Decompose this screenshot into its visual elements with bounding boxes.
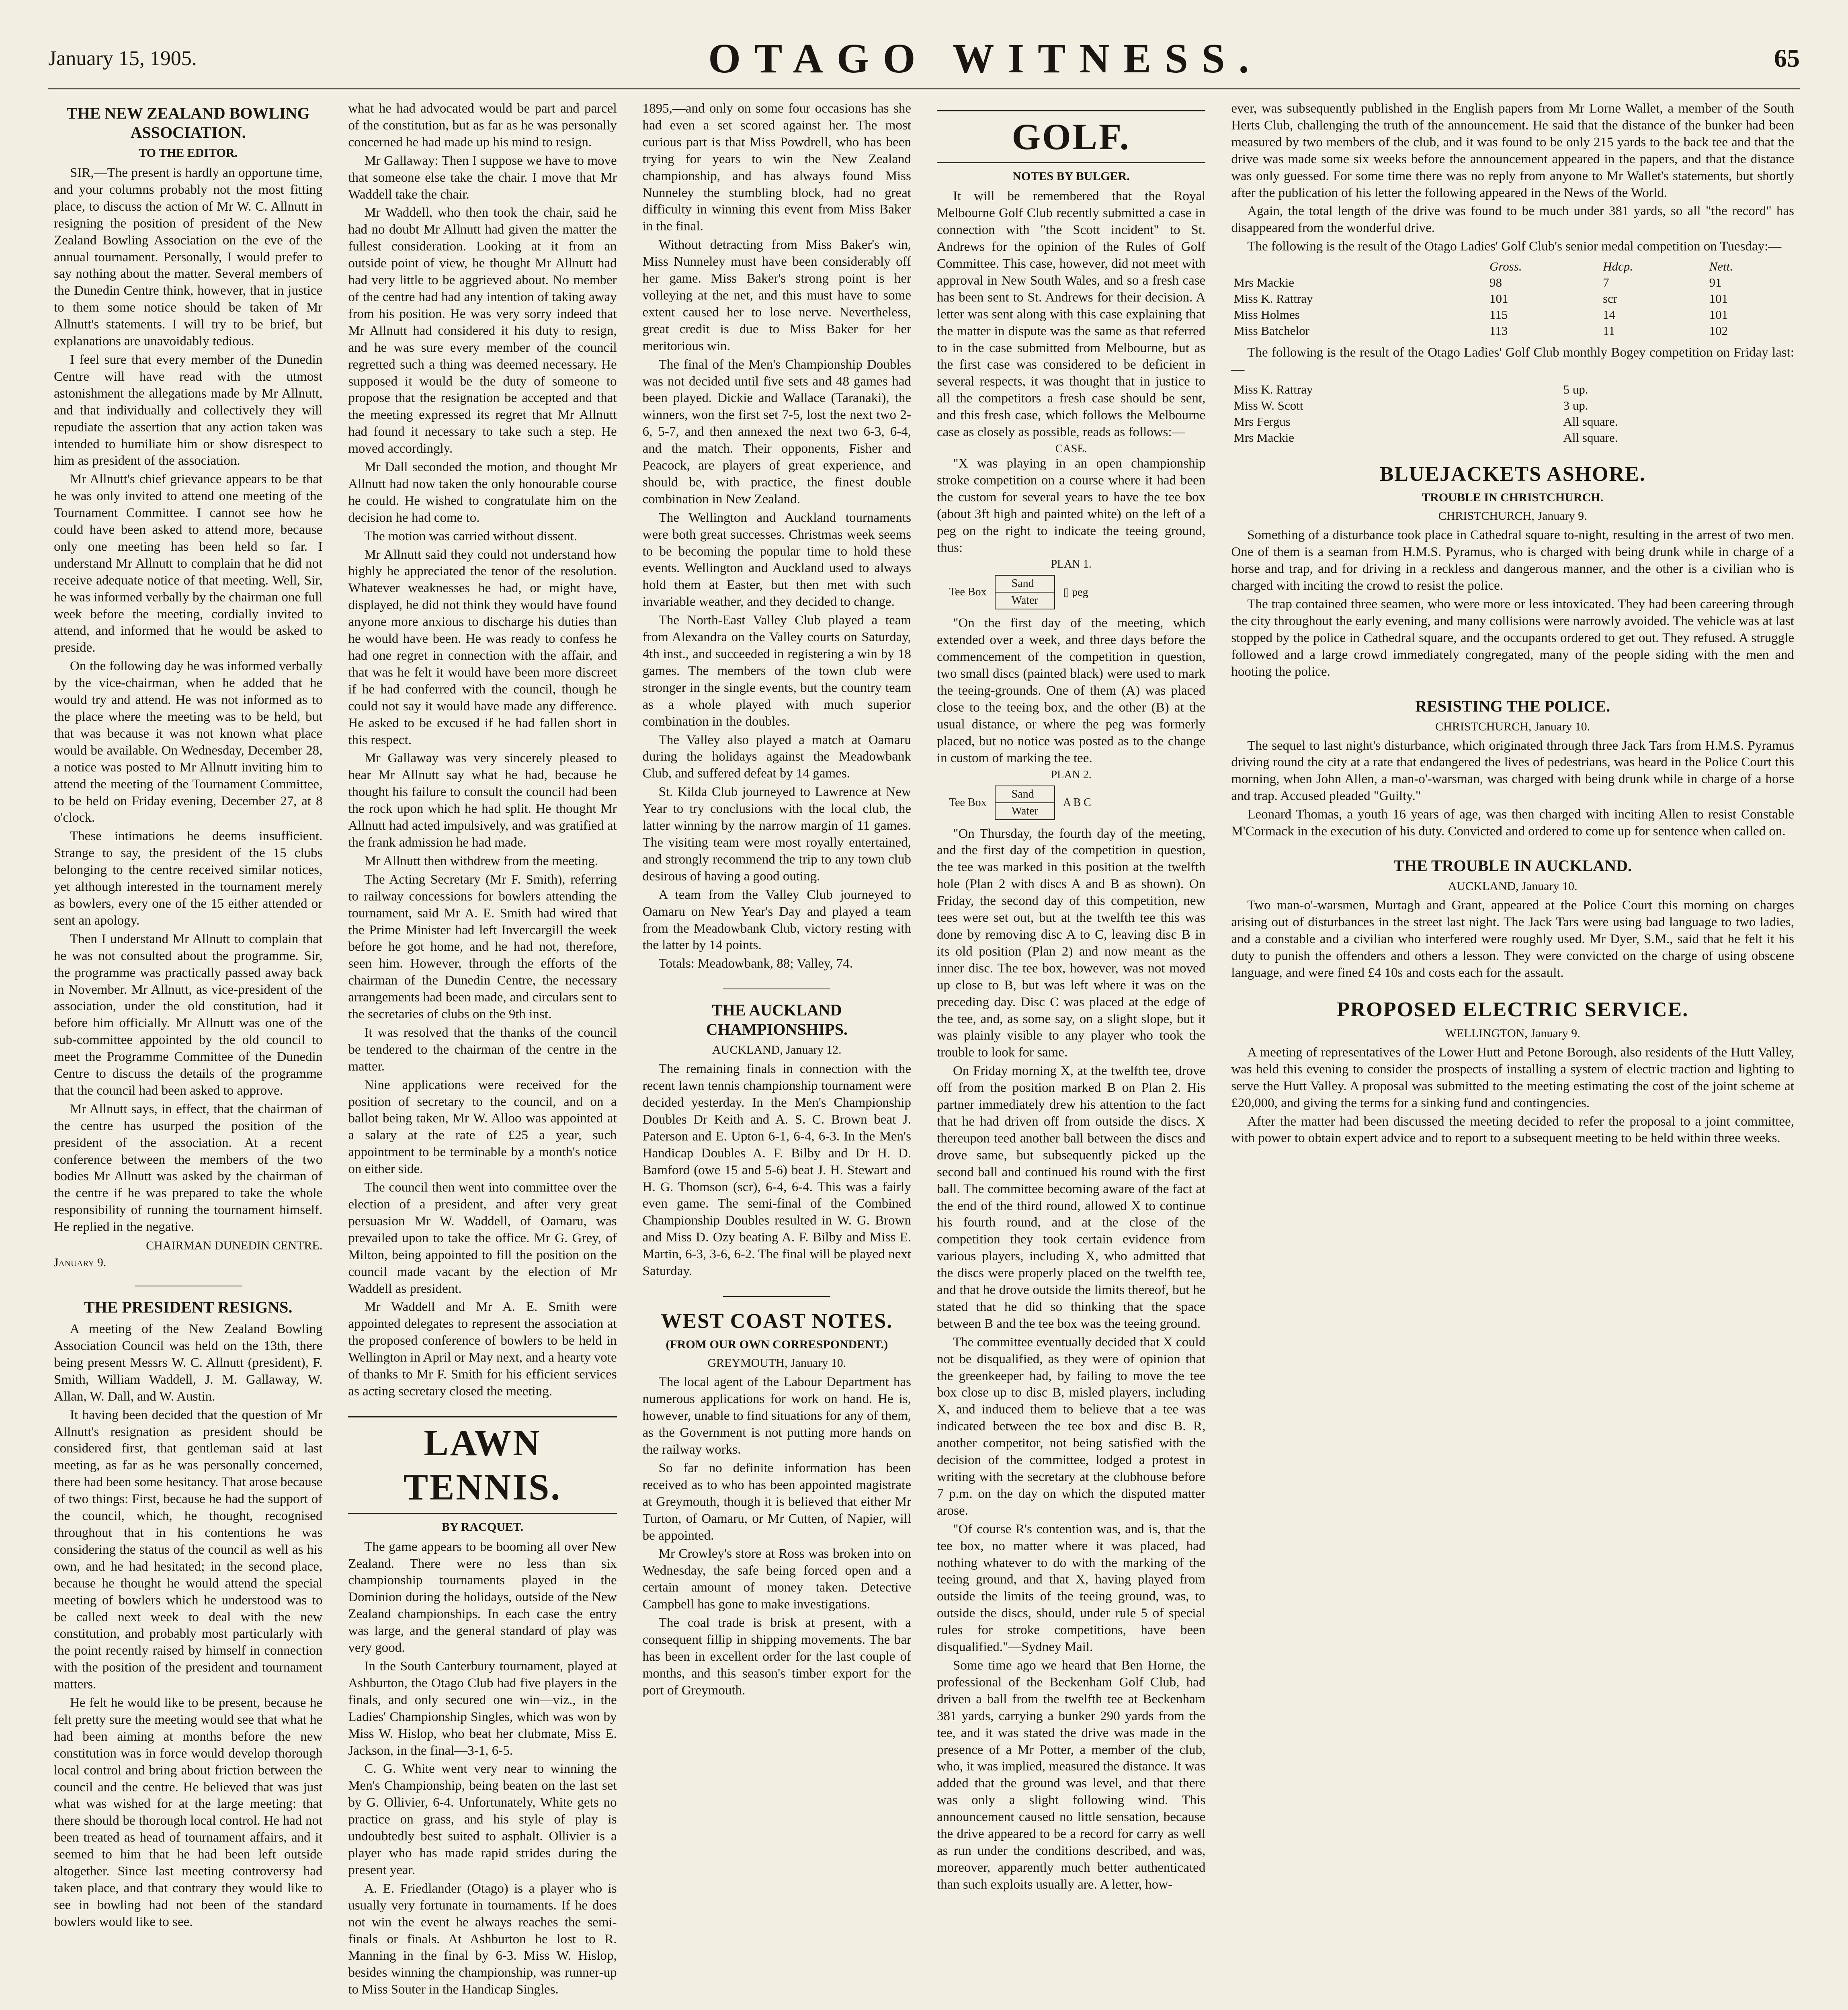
paragraph: It will be remembered that the Royal Melbourne Golf Club recently submitted a case in connection with "the Scott incident" to St. Andrews for the opinion of the Rules of Golf Committee. This case, however, did not meet with approval in New South Wales, and so a fresh case has been sent to St. Andrews for their decision. A letter was sent along with this case explaining that the matter in dispute was the same as that referred to in the case submitted from Melbourne, but as the first case was considered to be deficient in several respects, it was thought that in justice to all the competitors a fresh case should be sent, and this fresh case, which follows the Melbourne case as closely as possible, reads as follows:—: [936, 189, 1206, 440]
article-body: [1231, 100, 1794, 446]
paragraph: what he had advocated would be part and parcel of the constitution, but as far as he was personally concerned he had made up his mind to resign.: [348, 101, 617, 150]
peg-marker: ▯ peg: [1063, 586, 1088, 599]
paragraph: After the matter had been discussed the meeting decided to refer the proposal to a joint committee, with power to obtain expert advice and to report to a subsequent meeting to be held within three weeks.: [1231, 1114, 1794, 1146]
paragraph: So far no definite information has been received as to who has been appointed magistrate at Greymouth, though it is believed that either Mr Turton, of Oamaru, or Mr Cutten, of Napier, will be appointed.: [642, 1460, 911, 1543]
column-1: [48, 100, 328, 2010]
column-header: Gross.: [1489, 259, 1522, 274]
paragraph: SIR,—The present is hardly an opportune time, and your columns probably not the most fitting place, to discuss the action of Mr W. C. Allnutt in resigning the position of president of the New Zealand Bowling Association on the eve of the annual tournament. Personally, I would prefer to say nothing about the matter. Several members of the Dunedin Centre think, however, that in justice to them some notice should be taken of Mr Allnutt's statements. I will try to be brief, but explanations are unavoidably tedious.: [54, 166, 323, 349]
peg-label: peg: [1072, 586, 1088, 599]
page-number: 65: [1774, 44, 1800, 72]
paragraph: The council then went into committee over the election of a president, and after very great persuasion Mr W. Waddell, of Oamaru, was prevailed upon to take the office. Mr G. Grey, of Milton, being appointed to fill the position on the council made vacant by the election of Mr Waddell as president.: [348, 1180, 617, 1296]
article-trouble-auckland: [1231, 856, 1794, 982]
letter-signature: CHAIRMAN DUNEDIN CENTRE.: [146, 1239, 323, 1253]
paragraph: The local agent of the Labour Department has numerous applications for work on hand. He is, however, unable to find situations for any of them, as the Government is not putting more hands on the railway works.: [642, 1375, 911, 1457]
dateline: CHRISTCHURCH, January 9.: [1438, 509, 1587, 523]
column-3: [637, 100, 917, 2010]
paragraph: The committee eventually decided that X could not be disqualified, as they were of opinion that the greenkeeper had, by failing to move the tee box close up to disc B, misled players, including X, and induced them to believe that a tee was indicated between the tee box and disc B. R, another competitor, not being satisfied with the decision of the committee, lodged a protest in writing with the secretary at the clubhouse before 7 p.m. on the day on which the disputed matter arose.: [936, 1335, 1206, 1518]
dateline: CHRISTCHURCH, January 10.: [1435, 720, 1590, 733]
article-president-resigns-continued: [348, 100, 617, 1400]
bogey-result: All square.: [1563, 414, 1618, 429]
handicap: 11: [1603, 324, 1615, 338]
paragraph: Then I understand Mr Allnutt to complain that he was not consulted about the programme. Sir, the programme was practically passed away back in November. Mr Allnutt, as vice-president of the association, under the old constitution, had it before him officially. Mr Allnutt was one of the sub-committee appointed by the old council to meet the Programme Committee of the Dunedin Centre to discuss the details of the programme that the council had been asked to approve.: [54, 931, 323, 1098]
sand-label: Sand: [996, 576, 1054, 593]
paragraph: The sequel to last night's disturbance, which originated through three Jack Tars from H.M.S. Pyramus driving round the city at a rate that endangered the lives of pedestrians, was heard in the Police Court this morning, when John Allen, a man-o'-warsman, was charged with being drunk while in charge of a horse and trap. Accused pleaded "Guilty.": [1231, 738, 1794, 804]
paragraph: "On the first day of the meeting, which extended over a week, and three days before the commencement of the competition in question, two small discs (painted black) were used to mark the teeing-grounds. One of them (A) was placed close to the teeing box, and the other (B) at the usual distance, or where the peg was formerly placed, but no notice was posted as to the change in custom of marking the tee.: [936, 616, 1206, 765]
paragraph: The following is the result of the Otago Ladies' Golf Club monthly Bogey competition on Friday last:—: [1231, 345, 1794, 377]
article-headline: THE NEW ZEALAND BOWLING ASSOCIATION.: [66, 104, 310, 142]
newspaper-title: OTAGO WITNESS.: [708, 35, 1263, 82]
gross-score: 115: [1489, 308, 1508, 322]
handicap: 7: [1603, 275, 1609, 290]
nett-score: 101: [1709, 291, 1728, 306]
article-bowling-association: [54, 104, 322, 1270]
paragraph: In the South Canterbury tournament, played at Ashburton, the Otago Club had five players in the finals, and only secured one win—viz., in the Ladies' Championship Singles, which was won by Miss W. Hislop, who beat her clubmate, Miss E. Jackson, in the final—3-1, 6-5.: [348, 1659, 617, 1758]
bogey-results-table: [1231, 381, 1794, 446]
article-body: [937, 188, 1205, 1893]
issue-date: January 15, 1905.: [48, 47, 197, 70]
nett-score: 101: [1709, 308, 1728, 322]
paragraph: A meeting of representatives of the Lower Hutt and Petone Borough, also residents of the Hutt Valley, was held this evening to consider the prospects of installing a system of electric traction and lighting to serve the Hutt Valley. A proposal was submitted to the meeting estimating the cost of the joint scheme at £20,000, and giving the terms for a sinking fund and contingencies.: [1231, 1045, 1794, 1110]
dateline: AUCKLAND, January 12.: [712, 1043, 842, 1057]
player-name: Miss K. Rattray: [1233, 382, 1313, 396]
column-header: Hdcp.: [1603, 259, 1633, 274]
disc-labels: A B C: [1063, 796, 1091, 809]
paragraph: Nine applications were received for the position of secretary to the council, and on a ballot being taken, Mr W. Alloo was appointed at a salary at the rate of £25 a year, such appointment to be terminable by a month's notice on either side.: [348, 1077, 617, 1177]
paragraph: Mr Dall seconded the motion, and thought Mr Allnutt had now taken the only honourable course he could. He wished to congratulate him on the decision he had come to.: [348, 460, 617, 525]
article-electric-service: [1231, 997, 1794, 1147]
paragraph: Mr Allnutt said they could not understand how highly he appreciated the tenor of the resolution. Whatever weaknesses he had, or might have, displayed, he did not think they would have found anyone more anxious to discharge his duties than he would have been. He was ready to confess he had one regret in connection with the affair, and that was he felt it would have been more discreet if he had conferred with the council, though he could not say it would have made any difference. He asked to be excused if he had fallen short in this respect.: [348, 547, 617, 747]
article-headline: BLUEJACKETS ASHORE.: [1379, 462, 1646, 486]
paragraph: St. Kilda Club journeyed to Lawrence at New Year to try conclusions with the local club, the latter winning by the narrow margin of 11 games. The visiting team were most royally entertained, and strongly recommend the trip to any town club desirous of having a good outing.: [642, 785, 911, 884]
article-body: [643, 1374, 911, 1699]
paragraph: Mr Gallaway: Then I suppose we have to move that someone else take the chair. I move that Mr Waddell take the chair.: [348, 153, 617, 202]
article-headline: THE AUCKLAND CHAMPIONSHIPS.: [706, 1001, 848, 1039]
tee-box-label: Tee Box: [949, 586, 987, 599]
article-headline: THE TROUBLE IN AUCKLAND.: [1393, 856, 1632, 875]
section-headline-lawn-tennis: LAWN TENNIS.: [348, 1416, 617, 1514]
paragraph: Mr Allnutt says, in effect, that the chairman of the centre has usurped the position of the president of the association. At a recent conference between the members of the two bodies Mr Allnutt was asked by the chairman of the centre if he was prepared to take the whole responsibility of running the tournament himself. He replied in the negative.: [54, 1101, 323, 1235]
paragraph: These intimations he deems insufficient. Strange to say, the president of the 15 clubs belonging to the centre received similar notices, yet although interested in the tournament merely as bowlers, every one of the 15 either attended or sent an apology.: [54, 829, 323, 928]
player-name: Mrs Mackie: [1233, 275, 1294, 290]
article-golf: [937, 110, 1205, 1893]
article-subhead: TROUBLE IN CHRISTCHURCH.: [1422, 491, 1604, 505]
article-resisting-police: [1231, 697, 1794, 840]
article-subhead: NOTES BY BULGER.: [1012, 170, 1130, 183]
plan-2-label: PLAN 2.: [1051, 768, 1092, 781]
player-name: Mrs Fergus: [1233, 414, 1291, 429]
masthead: [48, 28, 1800, 90]
player-name: Miss Holmes: [1233, 308, 1300, 322]
gross-score: 113: [1489, 324, 1508, 338]
paragraph: The Valley also played a match at Oamaru during the holidays against the Meadowbank Club, and suffered defeat by 14 games.: [642, 732, 911, 781]
paragraph: Again, the total length of the drive was found to be much under 381 yards, so all "the record" has disappeared from the wonderful drive.: [1231, 204, 1794, 236]
paragraph: Two man-o'-warsmen, Murtagh and Grant, appeared at the Police Court this morning on charges arising out of disturbances in the street last night. The Jack Tars were using bad language to two ladies, and a constable and a civilian who interfered were roughly used. Mr Dyer, S.M., said that he felt it his duty to punish the offenders and others a lesson. They were convicted on the charge of using obscene language, and were fined £4 10s and costs each for the assault.: [1231, 898, 1794, 980]
article-body: [1231, 738, 1794, 840]
player-name: Miss K. Rattray: [1233, 291, 1313, 306]
player-name: Mrs Mackie: [1233, 430, 1294, 445]
article-body: [643, 1061, 911, 1280]
handicap: scr: [1603, 291, 1618, 306]
paragraph: "Of course R's contention was, and is, that the tee box, no matter where it was placed, had nothing whatever to do with the marking of the teeing ground, and that X, having played from outside the limits of the teeing ground, was, to outside the discs, should, under rule 5 of special rules for stroke competitions, have been disqualified."—Sydney Mail.: [936, 1522, 1206, 1655]
article-subhead: TO THE EDITOR.: [139, 146, 238, 160]
column-header: Nett.: [1709, 259, 1733, 274]
paragraph: Without detracting from Miss Baker's win, Miss Nunneley must have been considerably off her game. Miss Baker's strong point is her volleying at the net, and this must have to some extent caused her to lose nerve. Nevertheless, great credit is due to Miss Baker for her meritorious win.: [642, 238, 911, 353]
paragraph: The trap contained three seamen, who were more or less intoxicated. They had been careering through the city throughout the early evening, and many collisions were narrowly avoided. The vehicle was at last stopped by the police in Cathedral square, and the occupants ordered to get out. They refused. A struggle followed and a large crowd immediately congregated, many of the people siding with the men and hooting the police.: [1231, 597, 1794, 679]
column-5: [1225, 100, 1800, 2010]
paragraph: The Wellington and Auckland tournaments were both great successes. Christmas week seems to be becoming the popular time to hold these events. Wellington and Auckland used to always hold them at Easter, but then met with such invariable weather, and they decided to change.: [642, 510, 911, 609]
match-totals: Totals: Meadowbank, 88; Valley, 74.: [658, 956, 853, 971]
medal-results-table: [1231, 258, 1794, 339]
water-label: Water: [1011, 804, 1038, 817]
paragraph: Something of a disturbance took place in Cathedral square to-night, resulting in the arrest of two men. One of them is a seaman from H.M.S. Pyramus, who is charged with being drunk while in charge of a horse and trap, and for driving in a reckless and dangerous manner, and the other is a civilian who is charged with inciting the crowd to resist the police.: [1231, 528, 1794, 593]
paragraph: Mr Gallaway was very sincerely pleased to hear Mr Allnutt say what he had, because he thought his failure to consult the council had been the rock upon which he had split. He thought Mr Allnutt had acted impulsively, and was gratified at the frank admission he had made.: [348, 751, 617, 850]
paragraph: ever, was subsequently published in the English papers from Mr Lorne Wallet, a member of the South Herts Club, challenging the truth of the announcement. He said that the distance of the bunker had been measured by two members of the club, and it was found to be only 215 yards to the back tee and that the drive was made some six weeks before the announcement appeared in the papers, and that the distance was only guessed. For some time there was no reply from anyone to Mr Wallet's statements, but shortly after the publication of his letter the following appeared in the News of the World.: [1231, 101, 1794, 200]
handicap: 14: [1603, 308, 1616, 322]
table-row: [1231, 414, 1794, 430]
article-lawn-tennis-continued: [643, 100, 911, 972]
paragraph: "X was playing in an open championship stroke competition on a course where it had been the custom for several years to have the tee box (about 3ft high and painted white) on the left of a peg on the right to indicate the teeing ground, thus:: [936, 456, 1206, 555]
gross-score: 101: [1489, 291, 1508, 306]
paragraph: It was resolved that the thanks of the council be tendered to the chairman of the centre in the matter.: [348, 1025, 617, 1074]
article-subhead: (FROM OUR OWN CORRESPONDENT.): [666, 1338, 888, 1352]
paragraph: The game appears to be booming all over New Zealand. There were no less than six championship tournaments played in the Dominion during the holidays, outside of the New Zealand championships. In each case the entry was large, and the general standard of play was very good.: [348, 1539, 617, 1655]
paragraph: Some time ago we heard that Ben Horne, the professional of the Beckenham Golf Club, had driven a ball from the twelfth tee at Beckenham 381 yards, carrying a bunker 290 yards from the tee, and it was stated the drive was made in the presence of a Mr Potter, a member of the club, who, it was implied, measured the distance. It was added that the ground was level, and that there was only a slight following wind. This announcement caused no little sensation, because the drive appeared to be a record for carry as well as run under the conditions described, and was, moreover, apparently much better authenticated than such exploits usually are. A letter, how-: [936, 1658, 1206, 1892]
paragraph: Leonard Thomas, a youth 16 years of age, was then charged with inciting Allen to resist Constable M'Cormack in the execution of his duty. Convicted and ordered to come up for sentence when called on.: [1231, 807, 1794, 839]
column-4: [931, 100, 1211, 2010]
article-body: [54, 1321, 322, 1931]
article-headline: RESISTING THE POLICE.: [1415, 697, 1610, 715]
article-headline: WEST COAST NOTES.: [661, 1310, 893, 1333]
paragraph: A. E. Friedlander (Otago) is a player who is usually very fortunate in tournaments. If he does not win the event he always reaches the semi-finals or finals. At Ashburton he lost to R. Manning in the final by 6-3. Miss W. Hislop, besides winning the championship, was runner-up to Miss Souter in the Handicap Singles.: [348, 1881, 617, 1997]
table-row: [1231, 275, 1794, 291]
article-body: [643, 100, 911, 972]
paragraph: Mr Waddell and Mr A. E. Smith were appointed delegates to represent the association at the proposed conference of bowlers to be held in Wellington in April or May next, and a hearty vote of thanks to Mr F. Smith for his efficient services as acting secretary closed the meeting.: [348, 1300, 617, 1399]
paragraph: "On Thursday, the fourth day of the meeting, and the first day of the competition in question, the tee was marked in this position at the twelfth hole (Plan 2 with discs A and B as shown). On Friday, the second day of this competition, new tees were set out, but at the twelfth tee this was done by removing disc A to C, leaving disc B in its old position (Plan 2) and now meant as the inner disc. The tee box, however, was not moved up close to B, but was left where it was on the preceding day. Disc C was placed at the edge of the tee, and, as some say, on a slight slope, but it was plainly visible to any player who took the trouble to look for same.: [936, 826, 1206, 1060]
case-label: CASE.: [1055, 442, 1087, 455]
article-bluejackets-ashore: [1231, 462, 1794, 681]
paragraph: On Friday morning X, at the twelfth tee, drove off from the position marked B on Plan 2. His partner immediately drew his attention to the fact that he had driven off from outside the discs. X thereupon teed another ball between the discs and drove same, but subsequently picked up the second ball and continued his round with the first ball. The committee becoming aware of the fact at the end of the third round, allowed X to continue his fourth round, and at the close of the competition they took certain evidence from various players, including X, who admitted that the discs were properly placed on the twelfth tee, and that he drove outside the limits thereof, but he stated that he did so thinking that the space between B and the tee box was the teeing ground.: [936, 1064, 1206, 1331]
article-body: [348, 1539, 617, 1998]
page-columns: [48, 100, 1800, 2010]
paragraph: The following is the result of the Otago Ladies' Golf Club's senior medal competition on Tuesday:—: [1247, 239, 1782, 254]
article-west-coast-notes: [643, 1309, 911, 1699]
paragraph: A meeting of the New Zealand Bowling Association Council was held on the 13th, there being present Messrs W. C. Allnutt (president), F. Smith, William Waddell, J. M. Gallaway, W. Allan, W. Dall, and W. Austin.: [54, 1322, 323, 1404]
paragraph: He felt he would like to be present, because he felt pretty sure the meeting would see that what he had been aiming at months before the new constitution was in force would develop thorough local control and bring about friction between the council and the centre. He believed that was just what was wished for at the large meeting: that there should be thorough local control. He had not been treated as head of tournament affairs, and it seemed to him that he had been left outside altogether. Since last meeting controversy had taken place, and that contrary they would like to see in bowling had not been of the standard bowlers would like to see.: [54, 1696, 323, 1929]
paragraph: On the following day he was informed verbally by the vice-chairman, when he added that he would try and attend. He was not informed as to the place where the meeting was to be held, but that was because it was not known what place would be available. On Wednesday, December 28, a notice was posted to Mr Allnutt inviting him to attend the meeting of the Tournament Committee, to be held on Friday evening, December 27, at 8 o'clock.: [54, 659, 323, 825]
paragraph: It having been decided that the question of Mr Allnutt's resignation as president should be considered first, that gentleman said at last meeting, as far as he was personally concerned, there had been some hesitancy. That arose because of two things: First, because he had the support of the council, which, he thought, recognised throughout that in his contentions he was considering the status of the council as well as his own, and he had hesitated; in the second place, because he thought he would attend the special meeting of bowlers which he understood was to be called next week to deal with the new constitution, and probably most particularly with the point recently raised by himself in connection with the position of the president and tournament matters.: [54, 1407, 323, 1692]
paragraph: I feel sure that every member of the Dunedin Centre will have read with the utmost astonishment the allegations made by Mr Allnutt, and that individually and collectively they will repudiate the assertion that any action taken was intended to humiliate him or show disrespect to him as president of the association.: [54, 352, 323, 468]
table-row: [1231, 323, 1794, 339]
paragraph: Mr Crowley's store at Ross was broken into on Wednesday, the safe being forced open and a certain amount of money taken. Detective Campbell has gone to make investigations.: [642, 1546, 911, 1612]
article-lawn-tennis: [348, 1416, 617, 1998]
article-body: [54, 165, 322, 1236]
table-row: [1231, 307, 1794, 323]
column-2: [342, 100, 622, 2010]
sand-label: Sand: [996, 786, 1054, 803]
article-headline: PROPOSED ELECTRIC SERVICE.: [1337, 998, 1689, 1021]
player-name: Miss W. Scott: [1233, 398, 1303, 412]
paragraph: The motion was carried without dissent.: [364, 529, 578, 544]
table-header-row: [1231, 258, 1794, 275]
section-headline-golf: GOLF.: [937, 110, 1205, 163]
article-headline: THE PRESIDENT RESIGNS.: [84, 1298, 293, 1317]
dateline: GREYMOUTH, January 10.: [707, 1356, 846, 1370]
table-row: [1231, 381, 1794, 398]
paragraph: Mr Waddell, who then took the chair, said he had no doubt Mr Allnutt had given the matter the fullest consideration. Looking at it from an outside point of view, he thought Mr Allnutt had had very little to be aggrieved about. No member of the centre had had any intention of taking away from his position. He was very sorry indeed that Mr Allnutt had considered it his duty to resign, and he was sure every member of the council regretted such a thing was deemed necessary. He supposed it would be the duty of someone to propose that the resignation be accepted and that the meeting expressed its regret that Mr Allnutt had found it necessary to take such a step. He moved accordingly.: [348, 205, 617, 456]
paragraph: Mr Allnutt's chief grievance appears to be that he was only invited to attend one meeting of the Tournament Committee. I cannot see how he could have been asked to attend more, because only one meeting has been held so far. I understand Mr Allnutt to complain that he did not receive adequate notice of that meeting. Well, Sir, he was informed verbally by the chairman one full week before the meeting, cordially invited to attend, and informed that he would be asked to preside.: [54, 472, 323, 655]
paragraph: A team from the Valley Club journeyed to Oamaru on New Year's Day and played a team from the Meadowbank Club, victory resting with the latter by 14 points.: [642, 887, 911, 953]
dateline: AUCKLAND, January 10.: [1448, 879, 1578, 893]
gross-score: 98: [1489, 275, 1502, 290]
column-header: [1231, 258, 1487, 275]
plan-1-label: PLAN 1.: [1051, 558, 1092, 571]
plan-2-diagram: [949, 786, 1205, 820]
article-body: [1231, 527, 1794, 680]
player-name: Miss Batchelor: [1233, 324, 1309, 338]
paragraph: The coal trade is brisk at present, with a consequent fillip in shipping movements. The bar has been in excellent order for the last couple of months, and this season's timber export for the port of Greymouth.: [642, 1616, 911, 1698]
paragraph: The final of the Men's Championship Doubles was not decided until five sets and 48 games had been played. Dickie and Wallace (Taranaki), the winners, won the first set 7-5, lost the next two 2-6, 5-7, and then annexed the next two 6-3, 6-4, and the match. Their opponents, Fisher and Peacock, are players of great experience, and should be, with practice, the finest double combination in New Zealand.: [642, 357, 911, 507]
article-auckland-championships: [643, 1001, 911, 1280]
hazard-box: [995, 575, 1055, 609]
bogey-result: All square.: [1563, 430, 1618, 445]
paragraph: C. G. White went very near to winning the Men's Championship, being beaten on the last set by G. Ollivier, 6-4. Unfortunately, White gets no practice on grass, and his style of play is undoubtedly best suited to asphalt. Ollivier is a player who has made rapid strides during the present year.: [348, 1762, 617, 1877]
table-row: [1231, 430, 1794, 446]
bogey-result: 3 up.: [1563, 398, 1588, 412]
paragraph: The Acting Secretary (Mr F. Smith), referring to railway concessions for bowlers attending the tournament, said Mr A. E. Smith had wired that the Prime Minister had left Invercargill the week before he got home, and he had not, therefore, seen him. However, through the efforts of the chairman of the Dunedin Centre, the necessary arrangements had been made, and circulars sent to the secretaries of clubs on the 9th inst.: [348, 872, 617, 1022]
plan-1-diagram: [949, 575, 1205, 609]
hazard-box: [995, 786, 1055, 820]
bogey-result: 5 up.: [1563, 382, 1588, 396]
article-body: [1231, 897, 1794, 982]
water-label: Water: [1011, 594, 1038, 607]
article-body: [1231, 1044, 1794, 1147]
letter-date: January 9.: [54, 1256, 107, 1270]
article-golf-continued: [1231, 100, 1794, 446]
article-byline: BY RACQUET.: [441, 1520, 524, 1534]
paragraph: The remaining finals in connection with the recent lawn tennis championship tournament were decided yesterday. In the Men's Championship Doubles Dr Keith and A. S. C. Brown beat J. Paterson and E. Upton 6-1, 6-4, 6-3. In the Men's Handicap Doubles A. F. Bilby and Dr H. D. Bamford (owe 15 and 5-6) beat J. H. Stewart and H. G. Thomson (scr), 6-4, 6-4. This was a fairly even game. The semi-final of the Combined Championship Doubles resulted in W. G. Brown and Miss D. Ozy beating A. F. Bilby and Miss E. Martin, 6-3, 3-6, 6-2. The final will be played next Saturday.: [642, 1062, 911, 1279]
tee-box-label: Tee Box: [949, 796, 987, 809]
divider: [723, 1296, 830, 1297]
article-president-resigns: [54, 1298, 322, 1931]
nett-score: 91: [1709, 275, 1722, 290]
paragraph: 1895,—and only on some four occasions has she had even a set scored against her. The most curious part is that Miss Powdrell, who has been trying for years to win the New Zealand championship, and has always found Miss Nunneley the stumbling block, had no great difficulty in winning this event from Miss Baker in the final.: [642, 101, 911, 234]
table-row: [1231, 398, 1794, 414]
article-body: [348, 100, 617, 1400]
paragraph: Mr Allnutt then withdrew from the meeting.: [364, 853, 598, 868]
dateline: WELLINGTON, January 9.: [1445, 1026, 1580, 1040]
table-row: [1231, 291, 1794, 307]
nett-score: 102: [1709, 324, 1728, 338]
paragraph: The North-East Valley Club played a team from Alexandra on the Valley courts on Saturday, 4th inst., and succeeded in registering a win by 18 games. The members of the town club were stronger in the single events, but the country team as a whole played with much superior combination in the doubles.: [642, 613, 911, 729]
